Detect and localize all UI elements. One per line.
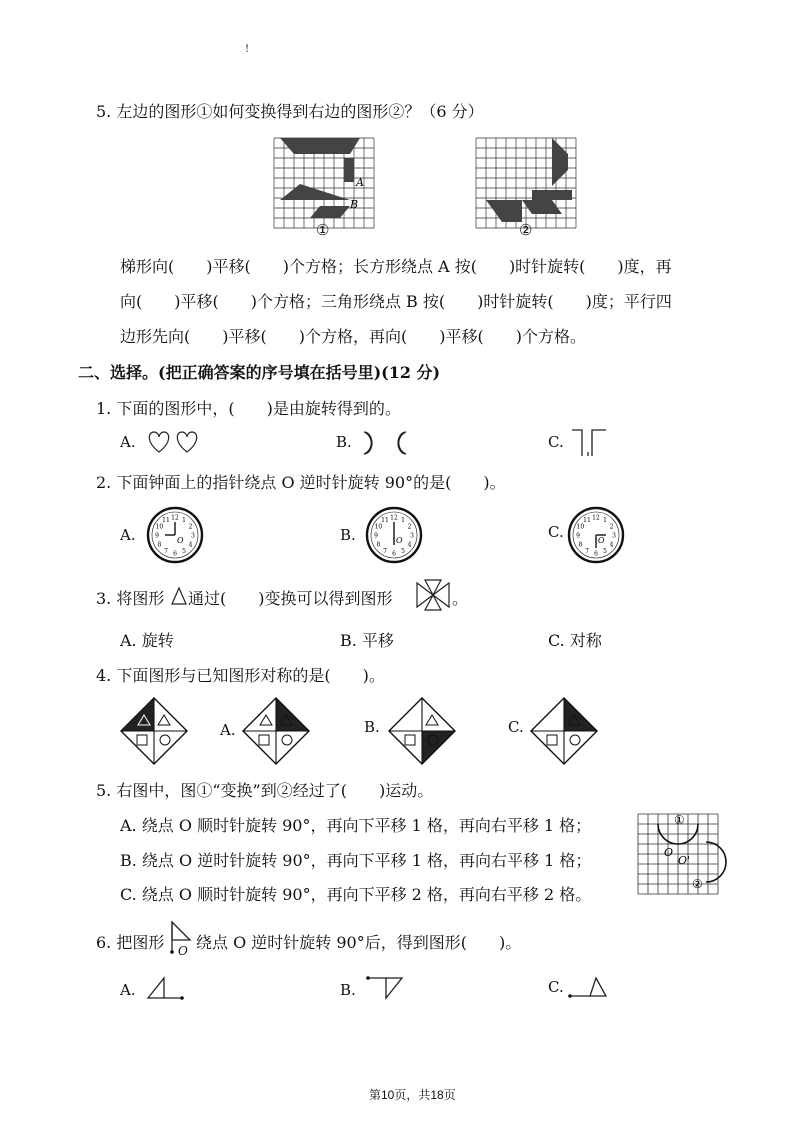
svg-text:8: 8	[157, 541, 162, 549]
svg-text:6: 6	[594, 550, 598, 558]
q6-option-c: C.	[548, 978, 564, 996]
q5-grid-figure	[634, 810, 742, 896]
fill-line-2: 向( )平移( )个方格；三角形绕点 B 按( )时针旋转( )度；平行四	[120, 292, 672, 311]
q3-option-b: B. 平移	[340, 631, 394, 650]
clock-c	[566, 505, 626, 565]
svg-text:4: 4	[609, 541, 614, 549]
clock-a	[145, 505, 205, 565]
svg-text:5: 5	[603, 548, 607, 556]
q2-option-a: A.	[120, 526, 136, 544]
svg-text:O: O	[177, 536, 184, 545]
svg-text:7: 7	[164, 548, 168, 556]
triangle-moved-shape	[486, 200, 522, 222]
section-2-title: 二、选择。(把正确答案的序号填在括号里)(12 分)	[78, 363, 441, 382]
q5-option-c: C. 绕点 O 顺时针旋转 90°，再向下平移 2 格，再向右平移 2 格。	[120, 885, 592, 904]
svg-text:8: 8	[376, 541, 381, 549]
svg-text:6: 6	[173, 550, 177, 558]
svg-text:1: 1	[401, 516, 405, 524]
svg-text:9: 9	[155, 532, 159, 540]
svg-text:11: 11	[583, 516, 591, 524]
fill-line-3: 边形先向( )平移( )个方格，再向( )平移( )个方格。	[120, 327, 586, 346]
rectangle-shape	[344, 158, 354, 182]
svg-text:4: 4	[407, 541, 412, 549]
hearts-icon	[144, 428, 204, 456]
q4-option-c: C.	[508, 718, 524, 736]
semicircle-2	[706, 842, 726, 882]
q3-stem-part2: 通过( )变换可以得到图形	[188, 589, 393, 608]
q6-option-a: A.	[120, 981, 136, 999]
q2-option-c: C.	[548, 523, 564, 541]
given-diamond	[118, 695, 190, 767]
svg-text:O: O	[598, 536, 605, 545]
q6-option-b: B.	[340, 981, 356, 999]
svg-text:10: 10	[155, 523, 164, 531]
q6-point-o: O	[178, 944, 188, 958]
svg-text:12: 12	[171, 514, 179, 522]
svg-text:10: 10	[576, 523, 585, 531]
q5-option-b: B. 绕点 O 逆时针旋转 90°，再向下平移 1 格，再向右平移 1 格；	[120, 851, 592, 870]
diamond-b	[386, 695, 458, 767]
q5-option-a: A. 绕点 O 顺时针旋转 90°，再向下平移 1 格，再向右平移 1 格；	[120, 816, 592, 835]
svg-text:8: 8	[578, 541, 583, 549]
q3-stem-part1: 3. 将图形	[96, 589, 165, 608]
svg-text:7: 7	[585, 548, 589, 556]
point-a-label: A	[356, 176, 364, 189]
q1-option-c: C.	[548, 433, 564, 451]
diamond-a	[240, 695, 312, 767]
triangle-icon	[170, 586, 188, 606]
svg-text:9: 9	[374, 532, 378, 540]
q6-stem-part1: 6. 把图形	[96, 933, 165, 952]
fill-line-1: 梯形向( )平移( )个方格；长方形绕点 A 按( )时针旋转( )度，再	[120, 257, 672, 276]
q2-stem: 2. 下面钟面上的指针绕点 O 逆时针旋转 90°的是( )。	[96, 473, 506, 492]
svg-text:12: 12	[592, 514, 600, 522]
svg-text:10: 10	[374, 523, 383, 531]
q6-shape-c	[566, 974, 614, 1002]
q4-option-b: B.	[364, 718, 380, 736]
grid-figure-2	[472, 134, 582, 234]
q1-option-a: A.	[120, 433, 136, 451]
svg-text:2: 2	[407, 523, 412, 531]
svg-text:11: 11	[162, 516, 170, 524]
q1-option-b: B.	[336, 433, 352, 451]
q4-stem: 4. 下面图形与已知图形对称的是( )。	[96, 666, 385, 685]
q6-shape-a	[142, 974, 190, 1002]
q2-option-b: B.	[340, 526, 356, 544]
svg-text:12: 12	[390, 514, 398, 522]
svg-text:6: 6	[392, 550, 396, 558]
triangle-shape	[280, 184, 350, 200]
svg-text:5: 5	[401, 548, 405, 556]
figure-2-label: ②	[519, 221, 533, 239]
q5-top-stem: 5. 左边的图形①如何变换得到右边的图形②？（6 分）	[96, 102, 484, 121]
q1-stem: 1. 下面的图形中，( )是由旋转得到的。	[96, 399, 401, 418]
svg-text:3: 3	[612, 532, 616, 540]
svg-text:2: 2	[188, 523, 193, 531]
diamond-c	[528, 695, 600, 767]
point-o-prime: O'	[678, 854, 691, 867]
trapezoid-rotated-shape	[552, 138, 568, 186]
svg-text:5: 5	[182, 548, 186, 556]
svg-text:3: 3	[191, 532, 195, 540]
svg-text:7: 7	[383, 548, 387, 556]
trapezoid-shape	[280, 138, 360, 154]
q5-stem: 5. 右图中，图①“变换”到②经过了( )运动。	[96, 781, 434, 800]
page-number: 第10页，共18页	[369, 1088, 456, 1102]
pinwheel-icon	[414, 578, 452, 612]
brackets-icon	[566, 426, 612, 460]
grid-figure-1	[270, 134, 380, 234]
svg-text:9: 9	[576, 532, 580, 540]
q6-shape-b	[362, 974, 410, 1002]
q3-option-a: A. 旋转	[120, 631, 174, 650]
q3-stem-part3: 。	[452, 589, 469, 608]
rectangle-moved-shape	[532, 190, 572, 200]
svg-text:O: O	[396, 536, 403, 545]
point-o: O	[664, 846, 674, 859]
point-b-label: B	[350, 198, 359, 211]
q3-option-c: C. 对称	[548, 631, 602, 650]
svg-text:4: 4	[188, 541, 193, 549]
svg-text:3: 3	[410, 532, 414, 540]
svg-text:2: 2	[609, 523, 614, 531]
label-2: ②	[692, 877, 703, 891]
svg-text:11: 11	[381, 516, 389, 524]
svg-text:1: 1	[603, 516, 607, 524]
label-1: ①	[674, 813, 685, 827]
clock-b	[364, 505, 424, 565]
tick-mark: !	[245, 44, 250, 55]
moons-icon	[358, 428, 412, 458]
svg-text:1: 1	[182, 516, 186, 524]
figure-1-label: ①	[316, 221, 330, 239]
q6-stem-part2: 绕点 O 逆时针旋转 90°后，得到图形( )。	[196, 933, 522, 952]
q4-option-a: A.	[220, 721, 236, 739]
